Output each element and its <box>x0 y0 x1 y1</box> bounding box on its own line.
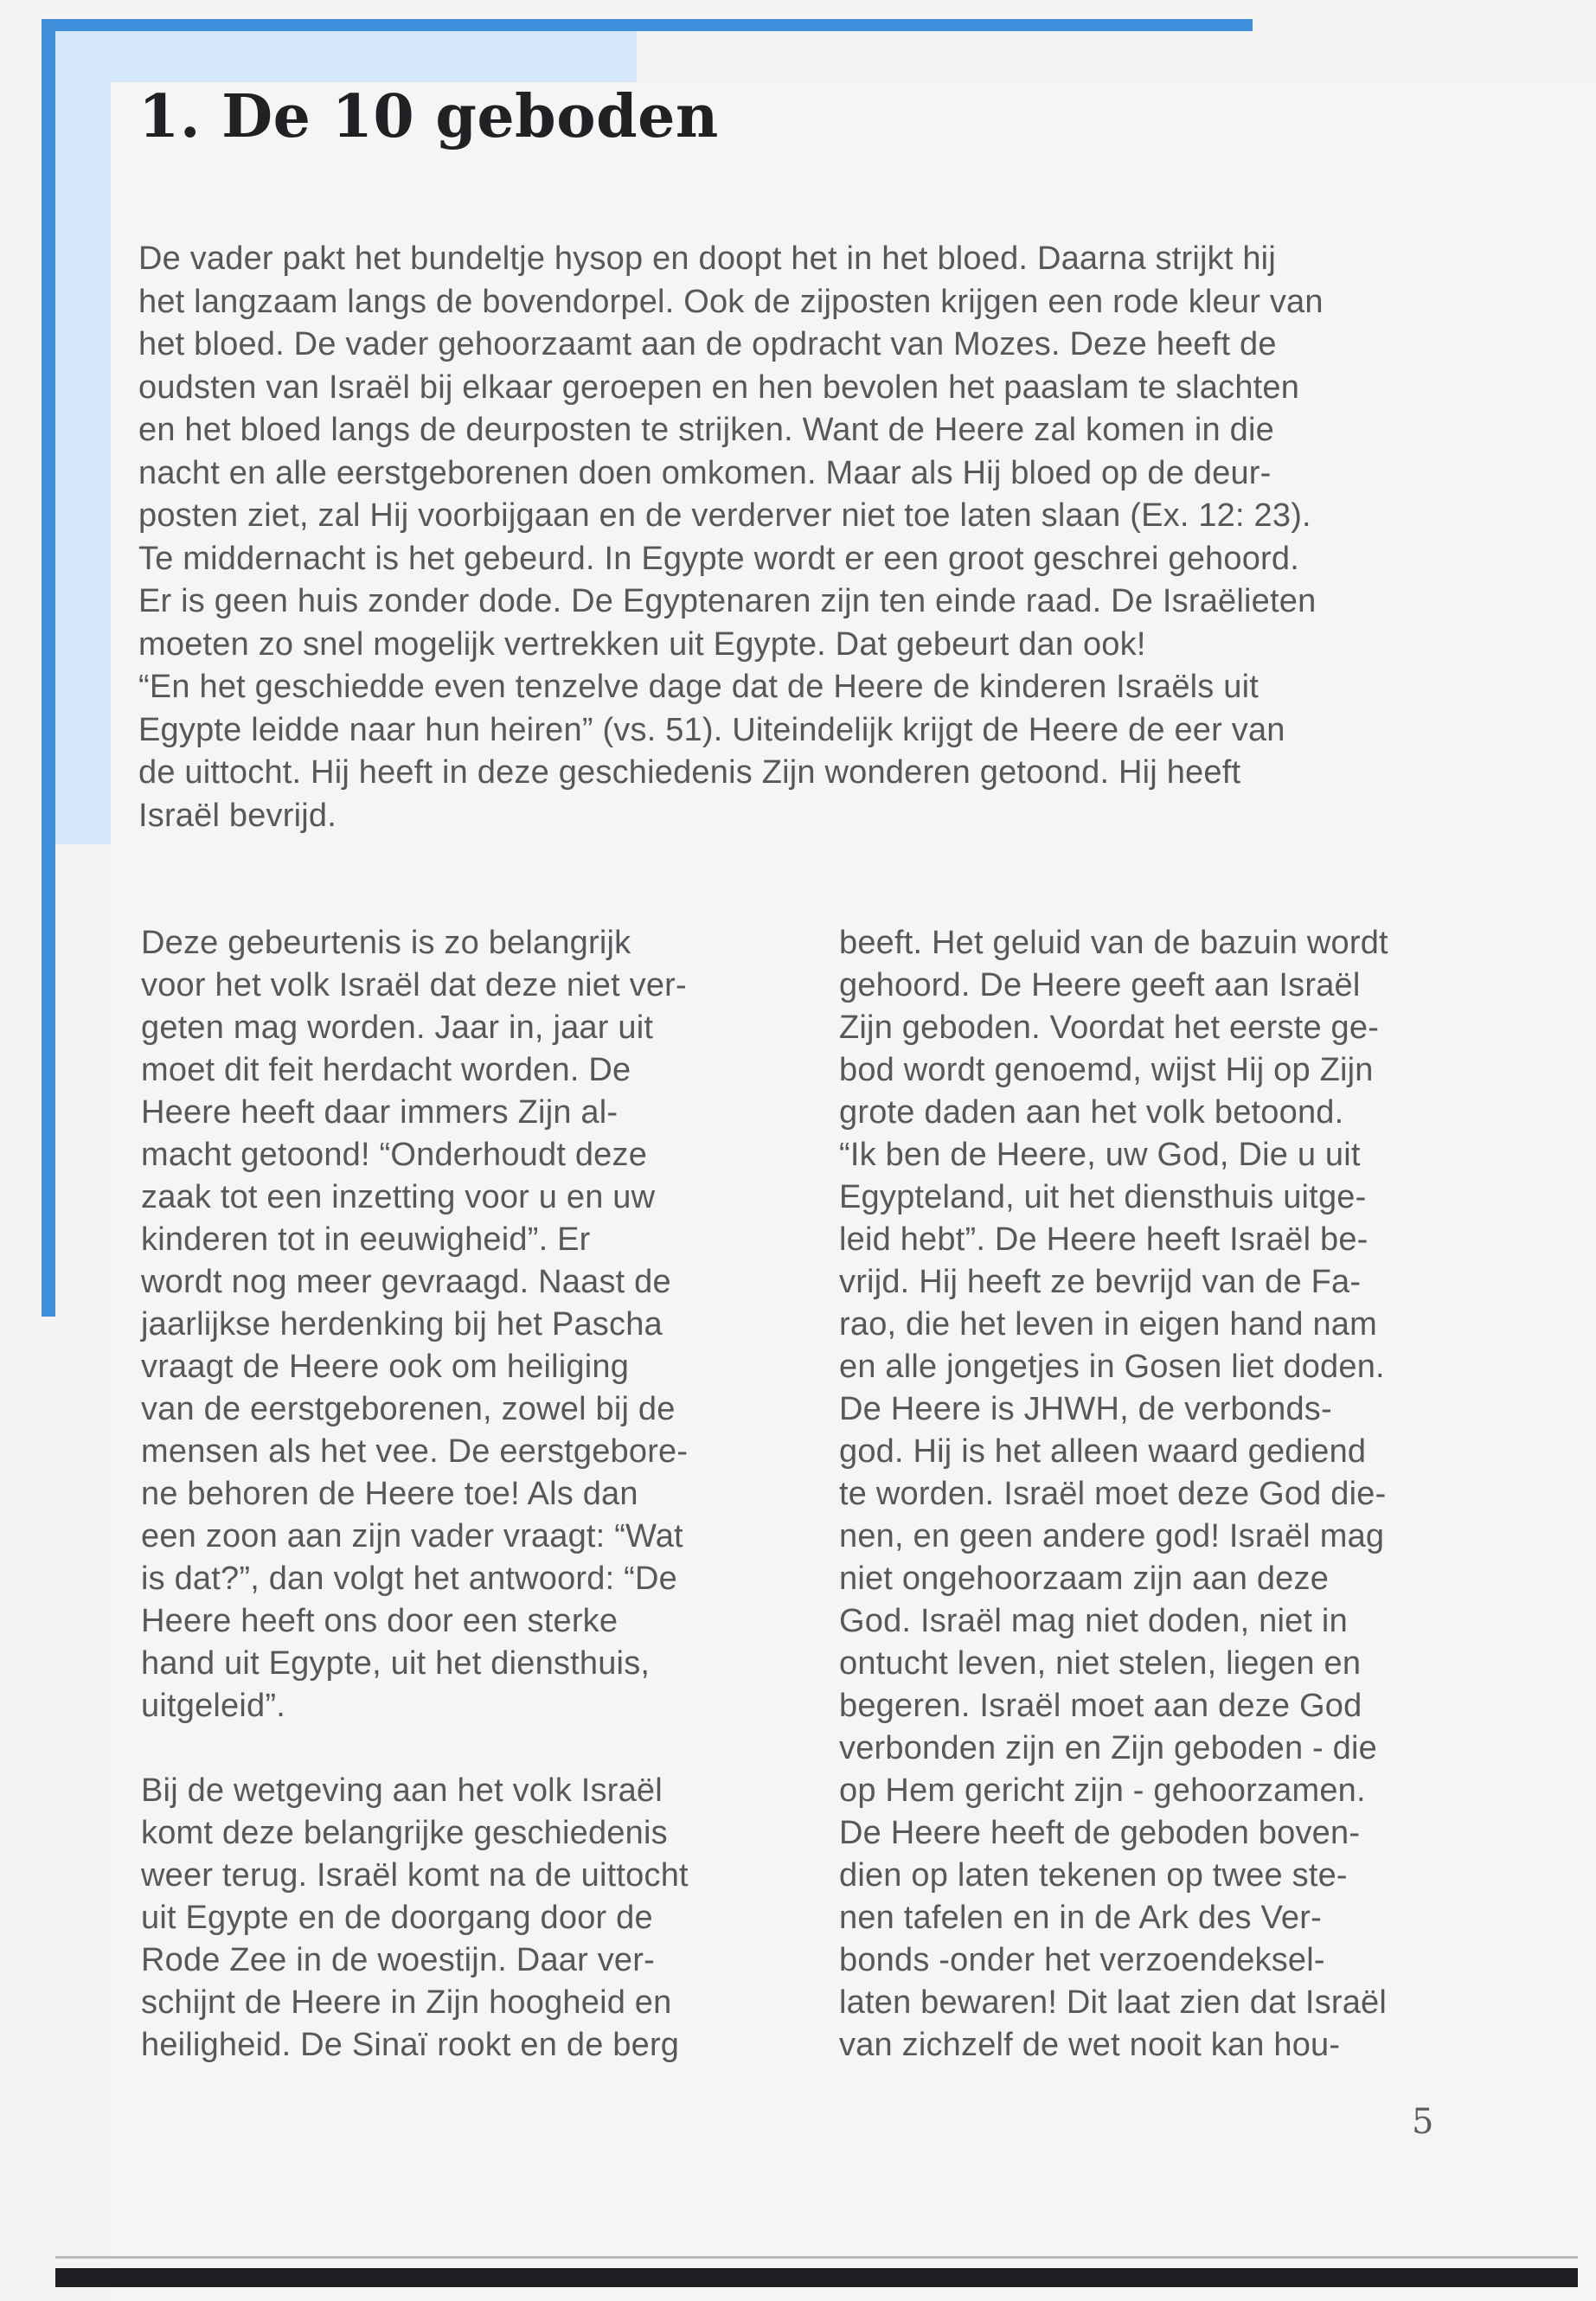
text-line: Heere heeft ons door een sterke <box>141 1603 619 1639</box>
text-line: “Ik ben de Heere, uw God, Die u uit <box>839 1137 1361 1173</box>
text-line: en het bloed langs de deurposten te strijken. Want de Heere zal komen in die <box>138 412 1274 448</box>
text-line: Bij de wetgeving aan het volk Israël <box>141 1772 663 1809</box>
text-line: schijnt de Heere in Zijn hoogheid en <box>141 1984 672 2021</box>
text-line: jaarlijkse herdenking bij het Pascha <box>141 1306 663 1343</box>
text-line: moet dit feit herdacht worden. De <box>141 1052 631 1088</box>
text-line: posten ziet, zal Hij voorbijgaan en de verderver niet toe laten slaan (Ex. 12: 23). <box>138 497 1311 534</box>
right-column-paragraph <box>839 922 1497 2067</box>
text-line: vrijd. Hij heeft ze bevrijd van de Fa- <box>839 1264 1362 1300</box>
text-line: Heere heeft daar immers Zijn al- <box>141 1094 619 1131</box>
text-line: begeren. Israël moet aan deze God <box>839 1688 1362 1724</box>
left-column-paragraph-1 <box>141 922 798 1727</box>
text-line: nacht en alle eerstgeborenen doen omkomen. Maar als Hij bloed op de deur- <box>138 454 1272 491</box>
text-line: grote daden aan het volk betoond. <box>839 1094 1344 1131</box>
text-line: uitgeleid”. <box>141 1688 285 1724</box>
text-line: De vader pakt het bundeltje hysop en doopt het in het bloed. Daarna strijkt hij <box>138 240 1276 277</box>
text-line: De Heere heeft de geboden boven- <box>839 1815 1361 1851</box>
text-line: vraagt de Heere ook om heiliging <box>141 1349 630 1385</box>
text-line: Egypte leidde naar hun heiren” (vs. 51). Uiteindelijk krijgt de Heere de eer van <box>138 711 1285 748</box>
text-line: moeten zo snel mogelijk vertrekken uit Egypte. Dat gebeurt dan ook! <box>138 625 1146 663</box>
text-line: leid hebt”. De Heere heeft Israël be- <box>839 1221 1368 1258</box>
intro-paragraph <box>138 238 1471 837</box>
text-line: De Heere is JHWH, de verbonds- <box>839 1391 1332 1427</box>
text-line: Er is geen huis zonder dode. De Egyptenaren zijn ten einde raad. De Israëlieten <box>138 583 1317 619</box>
text-line: bod wordt genoemd, wijst Hij op Zijn <box>839 1052 1374 1088</box>
text-line: Rode Zee in de woestijn. Daar ver- <box>141 1942 655 1978</box>
text-line: van de eerstgeborenen, zowel bij de <box>141 1391 676 1427</box>
text-line: Deze gebeurtenis is zo belangrijk <box>141 925 631 961</box>
text-line: bonds -onder het verzoendeksel- <box>839 1942 1325 1978</box>
text-line: Israël bevrijd. <box>138 797 337 834</box>
right-column <box>839 922 1497 2067</box>
text-line: God. Israël mag niet doden, niet in <box>839 1603 1348 1639</box>
text-line: rao, die het leven in eigen hand nam <box>839 1306 1377 1343</box>
text-line: nen, en geen andere god! Israël mag <box>839 1518 1385 1554</box>
page-number: 5 <box>1412 2102 1434 2142</box>
text-line: op Hem gericht zijn - gehoorzamen. <box>839 1772 1366 1809</box>
text-line: gehoord. De Heere geeft aan Israël <box>839 967 1361 1003</box>
left-column <box>141 922 798 2067</box>
text-line: Egypteland, uit het diensthuis uitge- <box>839 1179 1367 1215</box>
text-line: het langzaam langs de bovendorpel. Ook de zijposten krijgen een rode kleur van <box>138 283 1324 320</box>
text-line: de uittocht. Hij heeft in deze geschiedenis Zijn wonderen getoond. Hij heeft <box>138 754 1241 791</box>
text-line: mensen als het vee. De eerstgebore- <box>141 1433 689 1470</box>
text-line: en alle jongetjes in Gosen liet doden. <box>839 1349 1385 1385</box>
text-line: is dat?”, dan volgt het antwoord: “De <box>141 1561 677 1597</box>
text-line: heiligheid. De Sinaï rookt en de berg <box>141 2027 680 2063</box>
page-title: 1. De 10 geboden <box>138 82 719 151</box>
text-line: dien op laten tekenen op twee ste- <box>839 1857 1348 1894</box>
text-line: weer terug. Israël komt na de uittocht <box>141 1857 689 1894</box>
margin-accent-bar <box>42 19 55 1317</box>
text-line: “En het geschiedde even tenzelve dage dat de Heere de kinderen Israëls uit <box>138 669 1259 705</box>
text-line: kinderen tot in eeuwigheid”. Er <box>141 1221 591 1258</box>
text-line: voor het volk Israël dat deze niet ver- <box>141 967 687 1003</box>
bottom-rule <box>55 2268 1578 2287</box>
text-line: komt deze belangrijke geschiedenis <box>141 1815 668 1851</box>
text-line: wordt nog meer gevraagd. Naast de <box>141 1264 671 1300</box>
text-line: te worden. Israël moet deze God die- <box>839 1476 1387 1512</box>
text-line: laten bewaren! Dit laat zien dat Israël <box>839 1984 1388 2021</box>
text-line: nen tafelen en in de Ark des Ver- <box>839 1900 1322 1936</box>
text-line: ontucht leven, niet stelen, liegen en <box>839 1645 1362 1682</box>
bottom-rule-thin <box>55 2256 1578 2259</box>
text-line: van zichzelf de wet nooit kan hou- <box>839 2027 1341 2063</box>
text-line: verbonden zijn en Zijn geboden - die <box>839 1730 1377 1766</box>
left-column-paragraph-2 <box>141 1770 798 2067</box>
text-line: niet ongehoorzaam zijn aan deze <box>839 1561 1330 1597</box>
text-line: een zoon aan zijn vader vraagt: “Wat <box>141 1518 683 1554</box>
text-line: Zijn geboden. Voordat het eerste ge- <box>839 1009 1380 1046</box>
text-line: zaak tot een inzetting voor u en uw <box>141 1179 656 1215</box>
text-line: het bloed. De vader gehoorzaamt aan de opdracht van Mozes. Deze heeft de <box>138 326 1277 362</box>
text-line: beeft. Het geluid van de bazuin wordt <box>839 925 1388 961</box>
text-line: uit Egypte en de doorgang door de <box>141 1900 653 1936</box>
text-line: hand uit Egypte, uit het diensthuis, <box>141 1645 651 1682</box>
text-line: god. Hij is het alleen waard gediend <box>839 1433 1367 1470</box>
text-line: Te middernacht is het gebeurd. In Egypte wordt er een groot geschrei gehoord. <box>138 540 1299 577</box>
text-line: ne behoren de Heere toe! Als dan <box>141 1476 638 1512</box>
text-line: macht getoond! “Onderhoudt deze <box>141 1137 648 1173</box>
header-accent-bar <box>42 19 1253 31</box>
text-line: oudsten van Israël bij elkaar geroepen en hen bevolen het paaslam te slachten <box>138 369 1300 406</box>
text-line: geten mag worden. Jaar in, jaar uit <box>141 1009 654 1046</box>
